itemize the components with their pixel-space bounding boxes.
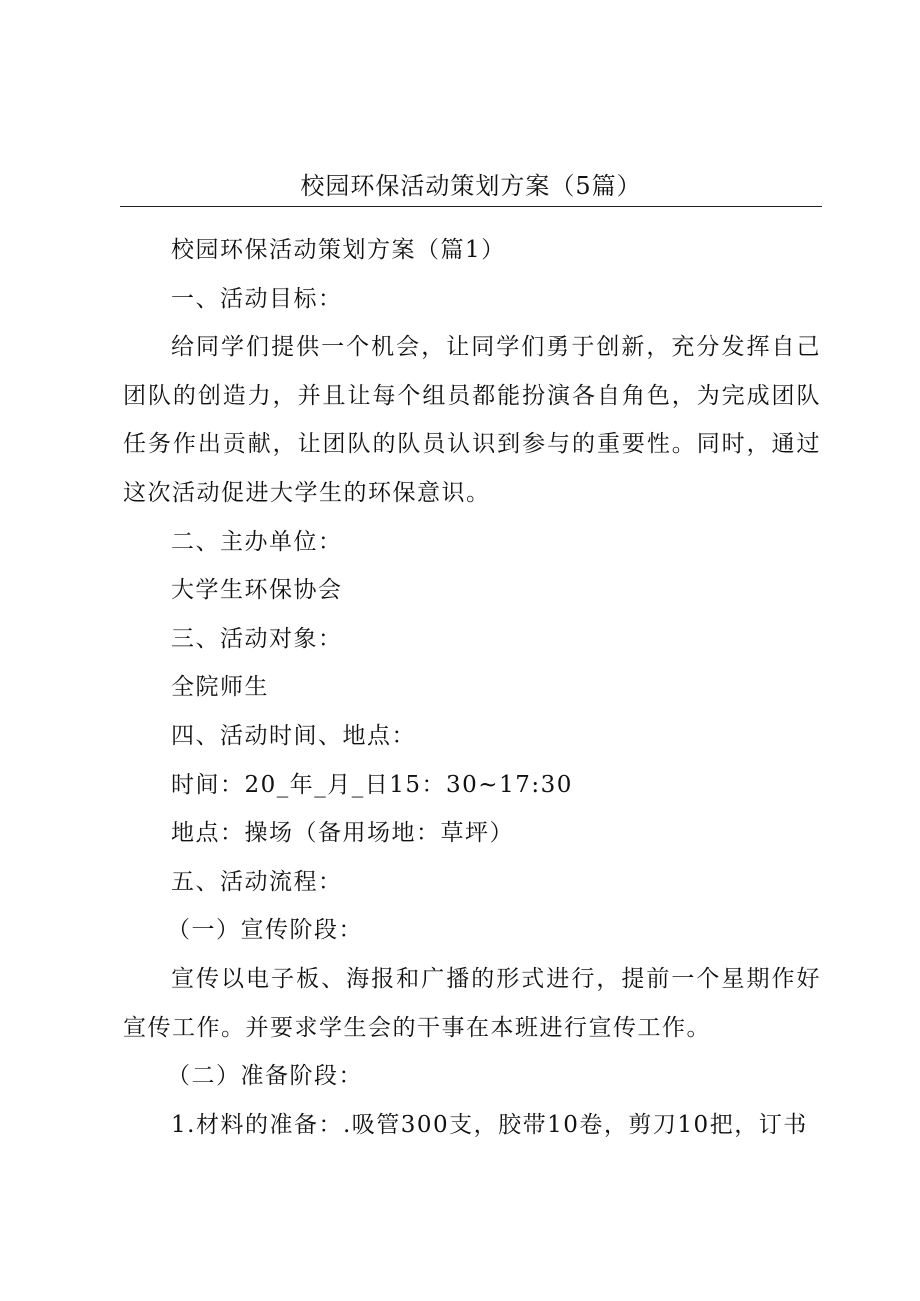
heading-audience: 三、活动对象：	[171, 625, 343, 652]
heading-process: 五、活动流程：	[171, 868, 343, 895]
section-title: 校园环保活动策划方案（篇1）	[171, 237, 506, 263]
goal-paragraph: 给同学们提供一个机会，让同学们勇于创新，充分发挥自己团队的创造力，并且让每个组员都能扮演各自角色，为完成团队任务作出贡献，让团队的队员认识到参与的重要性。同时，通过这次活动促进大学生的环保意识。	[123, 334, 821, 506]
heading-organizer: 二、主办单位：	[171, 528, 343, 555]
organizer-paragraph: 大学生环保协会	[171, 577, 343, 604]
heading-goal: 一、活动目标：	[171, 285, 343, 312]
place-paragraph: 地点：操场（备用场地：草坪）	[171, 820, 514, 847]
promo-paragraph: 宣传以电子板、海报和广播的形式进行，提前一个星期作好宣传工作。并要求学生会的干事在本班进行宣传工作。	[123, 965, 821, 1041]
heading-time-place: 四、活动时间、地点：	[171, 722, 416, 749]
document-title: 校园环保活动策划方案（5篇）	[300, 172, 642, 200]
time-paragraph: 时间：20_年_月_日15：30~17:30	[171, 771, 573, 798]
document-body	[123, 226, 821, 1149]
materials-paragraph: 1.材料的准备：.吸管300支，胶带10卷，剪刀10把，订书	[171, 1111, 808, 1138]
audience-paragraph: 全院师生	[171, 674, 269, 701]
title-underline	[120, 206, 822, 207]
subheading-promo: （一）宣传阶段：	[167, 917, 363, 944]
subheading-prep: （二）准备阶段：	[167, 1063, 363, 1090]
